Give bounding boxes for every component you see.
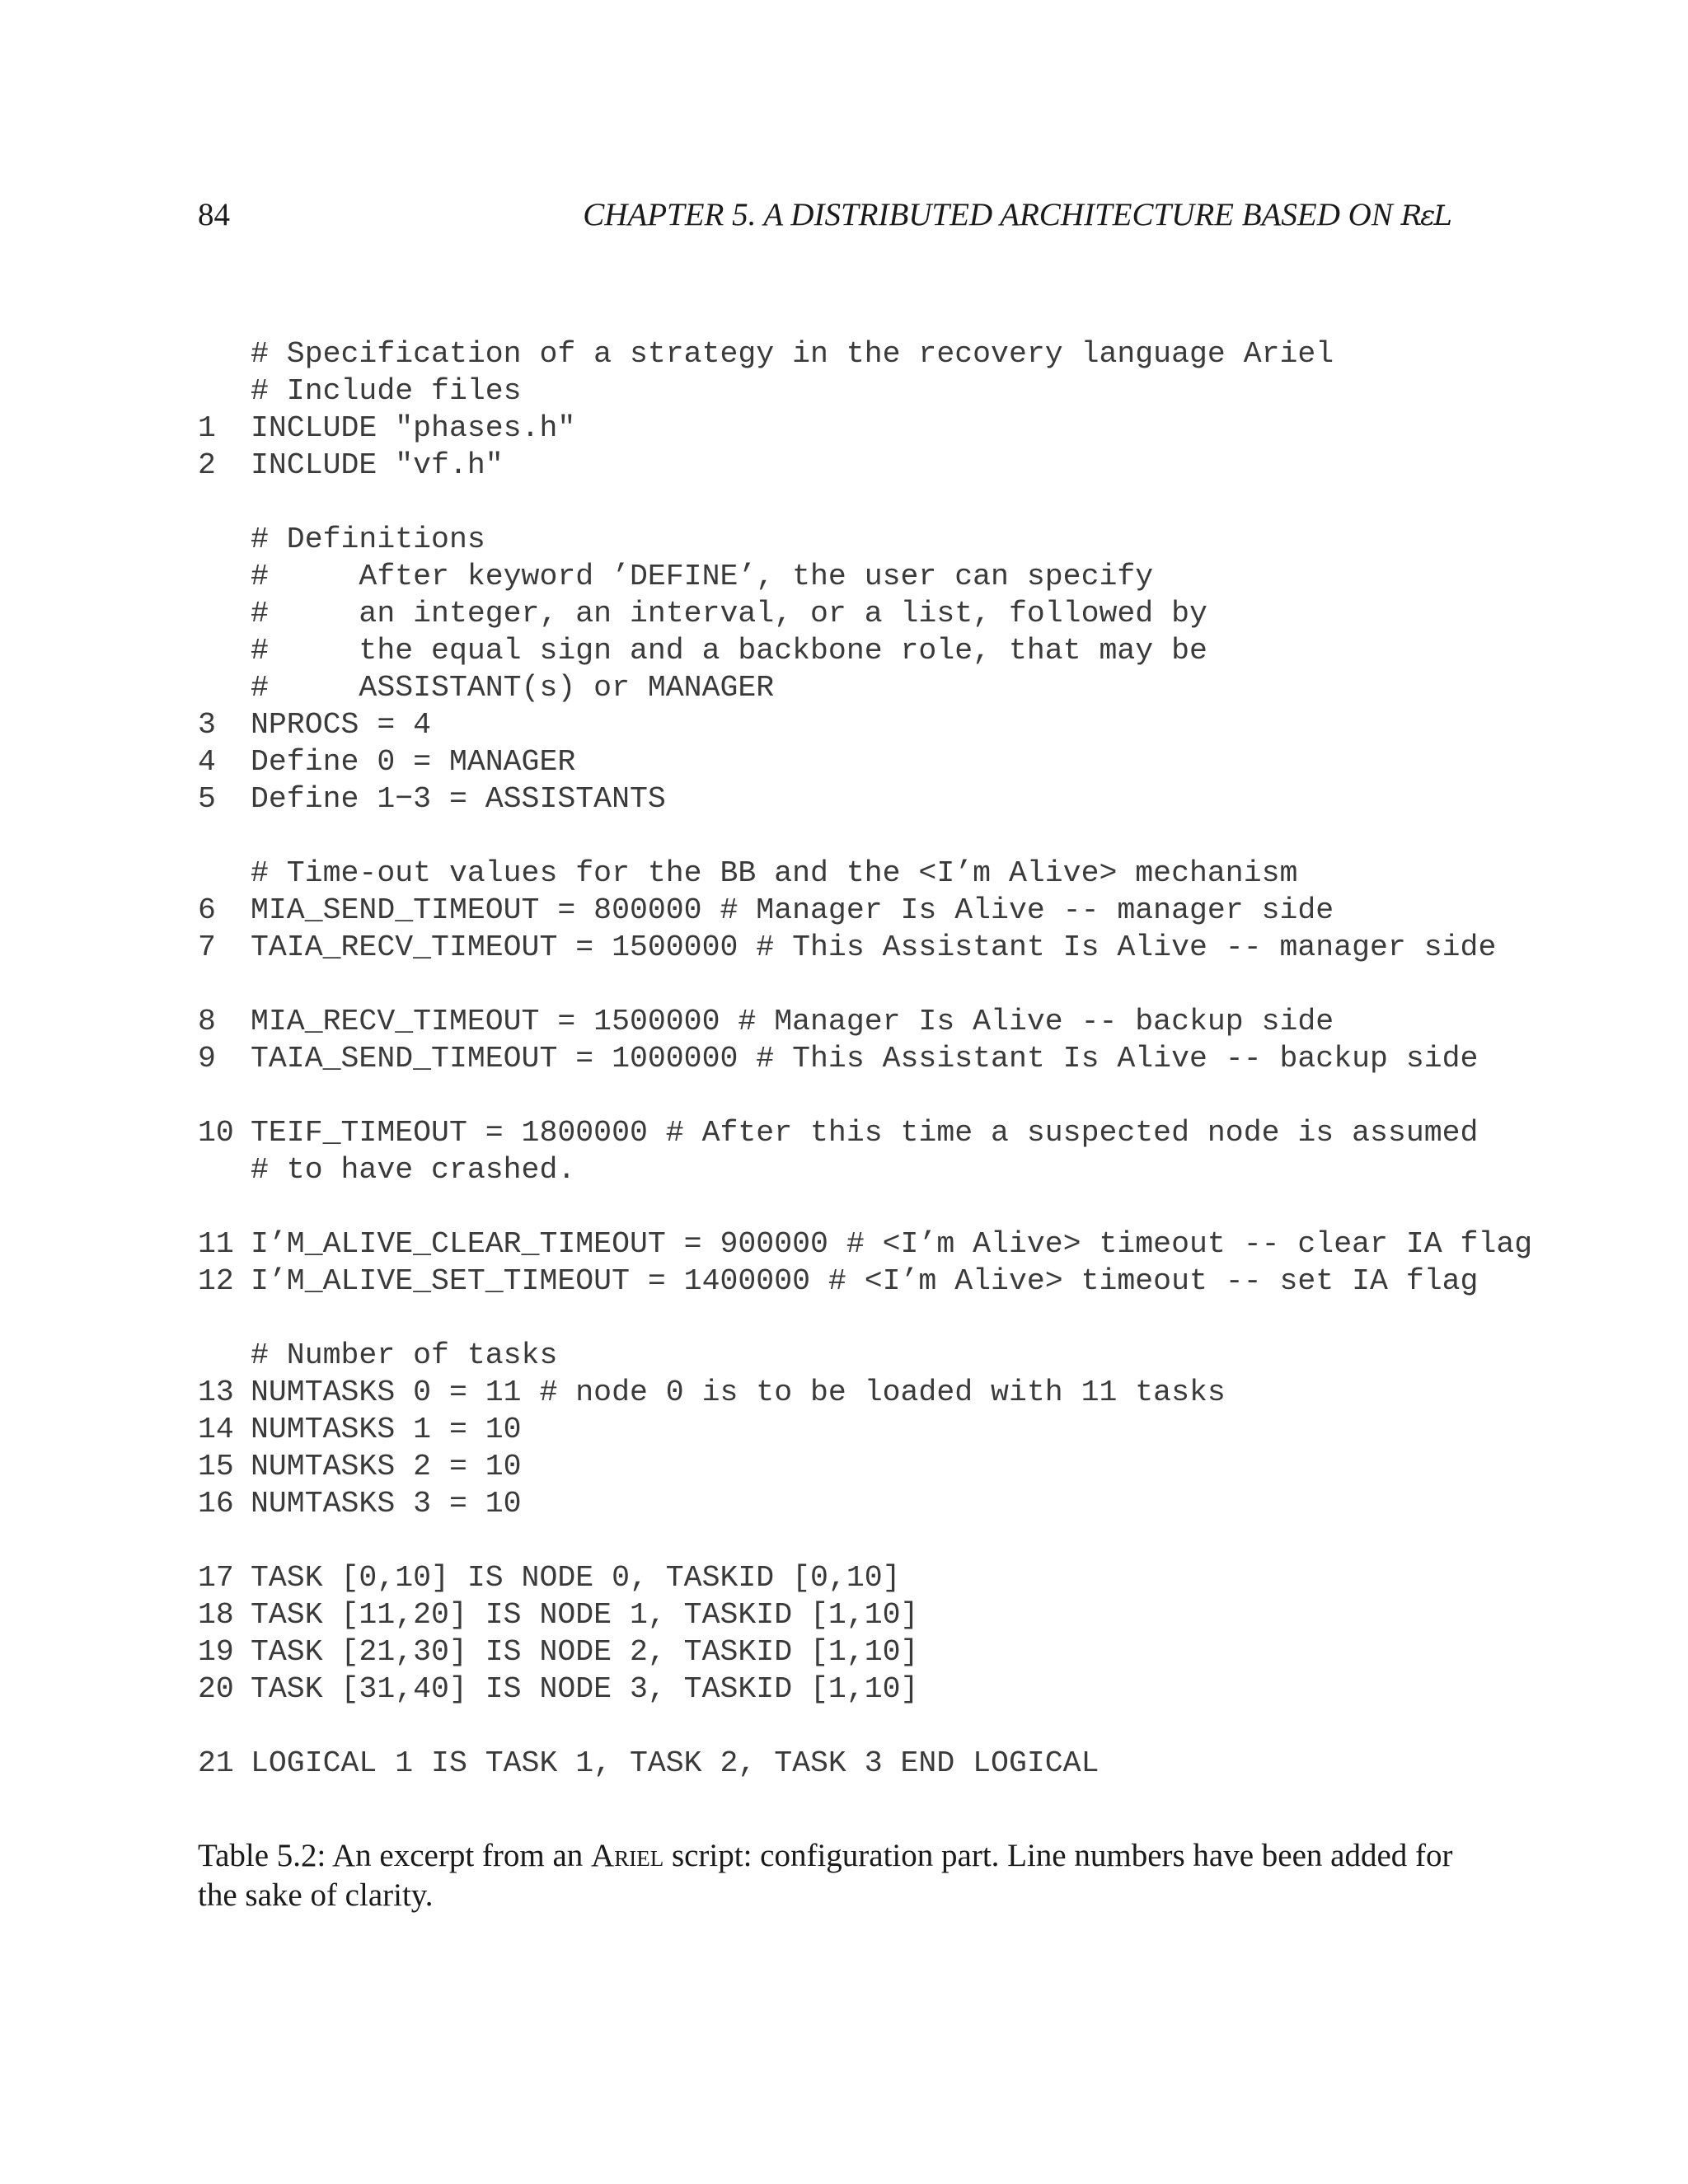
code-line <box>198 1188 1599 1226</box>
code-line <box>198 929 1599 966</box>
code-line <box>198 595 1599 632</box>
code-text: # Definitions <box>251 523 485 556</box>
code-line <box>198 1559 1599 1596</box>
line-number: 8 <box>198 1005 216 1038</box>
code-text: NUMTASKS 1 = 10 <box>251 1413 522 1446</box>
code-listing <box>198 335 1599 1782</box>
code-line <box>198 1077 1599 1114</box>
code-text: TAIA_RECV_TIMEOUT = 1500000 # This Assistant Is Alive -- manager side <box>251 930 1497 964</box>
code-text: # an integer, an interval, or a list, followed by <box>251 597 1207 630</box>
caption-label: Table 5.2: <box>198 1838 326 1873</box>
caption-text-before: An excerpt from an <box>326 1838 592 1873</box>
code-line <box>198 1633 1599 1671</box>
code-text: # Specification of a strategy in the recovery language Ariel <box>251 337 1334 371</box>
line-number: 1 <box>198 411 216 445</box>
line-number: 5 <box>198 782 216 816</box>
code-text: TAIA_SEND_TIMEOUT = 1000000 # This Assistant Is Alive -- backup side <box>251 1042 1479 1076</box>
code-line <box>198 1485 1599 1522</box>
line-number: 2 <box>198 448 216 482</box>
code-text: # After keyword ’DEFINE’, the user can specify <box>251 560 1154 593</box>
line-number: 19 <box>198 1635 234 1669</box>
line-number: 10 <box>198 1116 234 1150</box>
code-line <box>198 521 1599 558</box>
code-line <box>198 1671 1599 1708</box>
code-line <box>198 743 1599 780</box>
code-text: NPROCS = 4 <box>251 708 432 742</box>
code-line <box>198 632 1599 669</box>
code-text: # ASSISTANT(s) or MANAGER <box>251 671 775 705</box>
code-line <box>198 335 1599 373</box>
code-line <box>198 818 1599 855</box>
code-line <box>198 1003 1599 1040</box>
code-line <box>198 669 1599 706</box>
line-number: 12 <box>198 1264 234 1298</box>
code-line <box>198 410 1599 447</box>
code-line <box>198 1040 1599 1077</box>
code-line <box>198 1263 1599 1300</box>
code-line <box>198 484 1599 521</box>
line-number: 7 <box>198 930 216 964</box>
code-line <box>198 855 1599 892</box>
code-line <box>198 780 1599 818</box>
code-text: TASK [21,30] IS NODE 2, TASKID [1,10] <box>251 1635 919 1669</box>
code-line <box>198 1708 1599 1745</box>
chapter-title-text: CHAPTER 5. A DISTRIBUTED ARCHITECTURE BASED ON <box>583 197 1401 232</box>
code-line <box>198 447 1599 484</box>
line-number: 13 <box>198 1376 234 1409</box>
line-number: 21 <box>198 1746 234 1780</box>
code-text: NUMTASKS 0 = 11 # node 0 is to be loaded with 11 tasks <box>251 1376 1226 1409</box>
line-number: 4 <box>198 745 216 779</box>
code-text: # the equal sign and a backbone role, that may be <box>251 634 1207 668</box>
line-number: 17 <box>198 1561 234 1595</box>
code-line <box>198 966 1599 1003</box>
code-text: TASK [0,10] IS NODE 0, TASKID [0,10] <box>251 1561 901 1595</box>
code-line <box>198 1448 1599 1485</box>
running-head <box>198 196 1451 246</box>
code-line <box>198 1411 1599 1448</box>
code-text: NUMTASKS 2 = 10 <box>251 1450 522 1483</box>
code-line <box>198 892 1599 929</box>
code-text: TEIF_TIMEOUT = 1800000 # After this time a suspected node is assumed <box>251 1116 1479 1150</box>
code-text: MIA_SEND_TIMEOUT = 800000 # Manager Is Alive -- manager side <box>251 893 1334 927</box>
code-text: I’M_ALIVE_CLEAR_TIMEOUT = 900000 # <I’m Alive> timeout -- clear IA flag <box>251 1227 1533 1261</box>
line-number: 3 <box>198 708 216 742</box>
code-line <box>198 1300 1599 1337</box>
code-text: TASK [11,20] IS NODE 1, TASKID [1,10] <box>251 1598 919 1632</box>
line-number: 20 <box>198 1672 234 1706</box>
code-text: LOGICAL 1 IS TASK 1, TASK 2, TASK 3 END LOGICAL <box>251 1746 1100 1780</box>
code-line <box>198 1337 1599 1374</box>
code-line <box>198 1522 1599 1559</box>
rel-symbol: RεL <box>1400 199 1451 232</box>
line-number: 18 <box>198 1598 234 1632</box>
code-text: Define 1−3 = ASSISTANTS <box>251 782 666 816</box>
table-caption <box>198 1836 1459 1915</box>
code-line <box>198 558 1599 595</box>
line-number: 9 <box>198 1042 216 1076</box>
code-text: NUMTASKS 3 = 10 <box>251 1487 522 1521</box>
chapter-title <box>583 196 1451 233</box>
code-text: INCLUDE "phases.h" <box>251 411 576 445</box>
line-number: 16 <box>198 1487 234 1521</box>
code-line <box>198 1745 1599 1782</box>
caption-ariel: Ariel <box>591 1838 664 1873</box>
code-text: TASK [31,40] IS NODE 3, TASKID [1,10] <box>251 1672 919 1706</box>
line-number: 14 <box>198 1413 234 1446</box>
line-number: 6 <box>198 893 216 927</box>
code-text: # to have crashed. <box>251 1153 576 1187</box>
caption-text-after: script: configuration part. Line numbers have been added for the sake of clarity. <box>198 1838 1453 1913</box>
code-line <box>198 1151 1599 1188</box>
line-number: 11 <box>198 1227 234 1261</box>
code-text: Define 0 = MANAGER <box>251 745 576 779</box>
code-line <box>198 373 1599 410</box>
code-text: MIA_RECV_TIMEOUT = 1500000 # Manager Is Alive -- backup side <box>251 1005 1334 1038</box>
code-line <box>198 706 1599 743</box>
code-line <box>198 1374 1599 1411</box>
code-text: I’M_ALIVE_SET_TIMEOUT = 1400000 # <I’m Alive> timeout -- set IA flag <box>251 1264 1479 1298</box>
code-text: # Include files <box>251 374 522 408</box>
page-number: 84 <box>198 197 230 232</box>
code-text: # Number of tasks <box>251 1338 558 1372</box>
code-line <box>198 1226 1599 1263</box>
code-line <box>198 1596 1599 1633</box>
line-number: 15 <box>198 1450 234 1483</box>
code-text: INCLUDE "vf.h" <box>251 448 504 482</box>
code-line <box>198 1114 1599 1151</box>
code-text: # Time-out values for the BB and the <I’m Alive> mechanism <box>251 856 1298 890</box>
